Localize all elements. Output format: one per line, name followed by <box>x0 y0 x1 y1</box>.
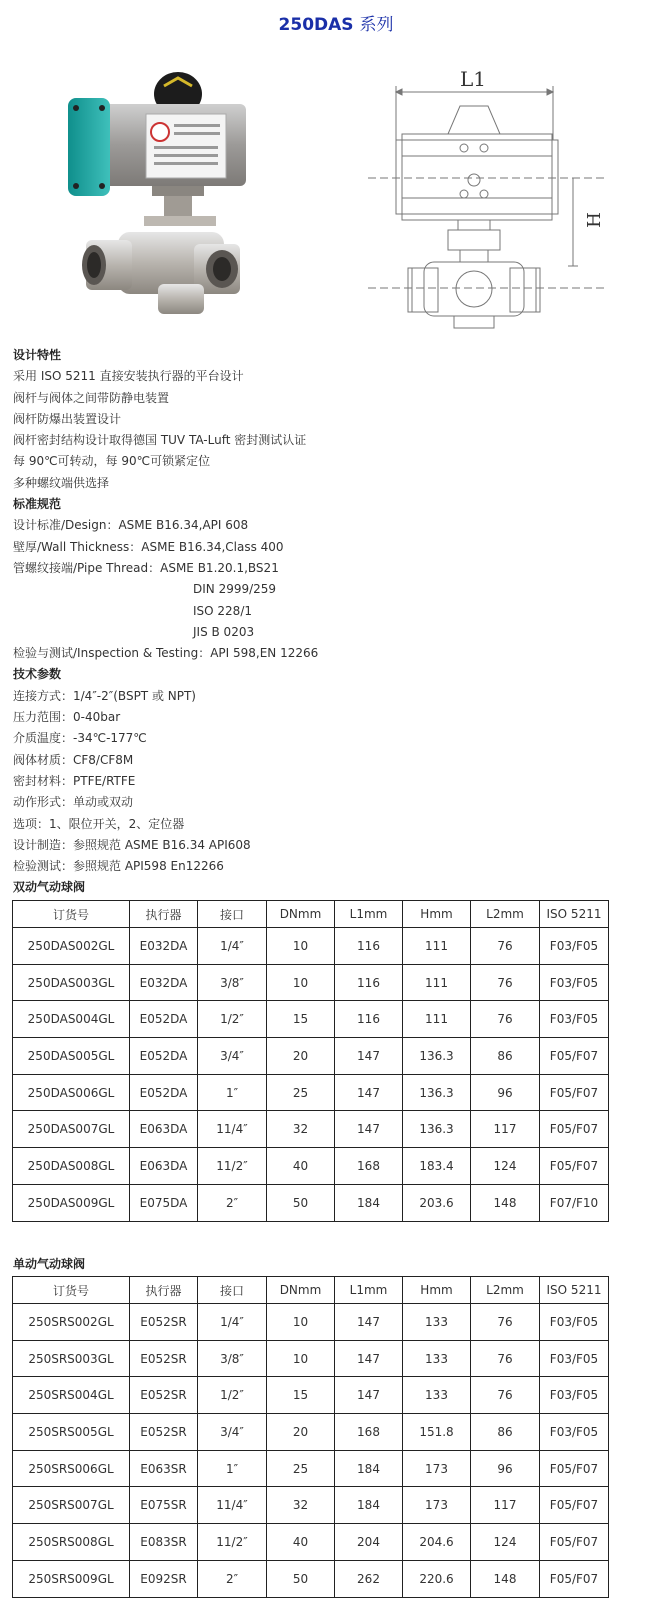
table-cell: 147 <box>335 1038 403 1075</box>
table-cell: 148 <box>471 1560 540 1597</box>
table-row <box>13 1184 609 1221</box>
table-cell: E075SR <box>130 1487 198 1524</box>
spec-line: 压力范围：0-40bar <box>13 710 121 725</box>
table-cell: 25 <box>267 1074 335 1111</box>
table-cell: E063SR <box>130 1450 198 1487</box>
table-cell: 20 <box>267 1414 335 1451</box>
table-row <box>13 1450 609 1487</box>
table-cell: 250DAS003GL <box>13 964 130 1001</box>
table-label-double-acting: 双动气动球阀 <box>13 880 86 894</box>
spec-line: 壁厚/Wall Thickness：ASME B16.34,Class 400 <box>13 539 284 554</box>
table-cell: 111 <box>403 928 471 965</box>
table-cell: 147 <box>335 1074 403 1111</box>
table-cell: 147 <box>335 1304 403 1341</box>
table-cell: 250DAS007GL <box>13 1111 130 1148</box>
spec-line: ISO 228/1 <box>193 603 252 618</box>
column-header: L1mm <box>335 1277 403 1304</box>
table-cell: F05/F07 <box>540 1074 609 1111</box>
table-cell: 250DAS004GL <box>13 1001 130 1038</box>
table-cell: 76 <box>471 1001 540 1038</box>
table-cell: 11/2″ <box>198 1524 267 1561</box>
spec-line: 介质温度：-34℃-177℃ <box>13 731 147 746</box>
spec-line: 检验与测试/Inspection & Testing：API 598,EN 12266 <box>13 646 319 661</box>
table-row <box>13 1414 609 1451</box>
table-cell: E032DA <box>130 928 198 965</box>
table-cell: 40 <box>267 1148 335 1185</box>
table-cell: 76 <box>471 1340 540 1377</box>
column-header: DNmm <box>267 1277 335 1304</box>
table-cell: 151.8 <box>403 1414 471 1451</box>
table-cell: 136.3 <box>403 1038 471 1075</box>
table-cell: 250SRS004GL <box>13 1377 130 1414</box>
table-cell: 10 <box>267 928 335 965</box>
table-cell: F05/F07 <box>540 1111 609 1148</box>
spec-line: 动作形式：单动或双动 <box>13 795 134 810</box>
table-cell: 20 <box>267 1038 335 1075</box>
title-model: 250DAS <box>278 15 354 35</box>
spec-line: JIS B 0203 <box>193 624 255 639</box>
table-cell: 117 <box>471 1487 540 1524</box>
table-cell: 250DAS006GL <box>13 1074 130 1111</box>
column-header: ISO 5211 <box>540 1277 609 1304</box>
table-cell: 15 <box>267 1377 335 1414</box>
spec-line: 管螺纹接端/Pipe Thread：ASME B1.20.1,BS21 <box>13 560 279 575</box>
table-cell: 250DAS002GL <box>13 928 130 965</box>
table-cell: 250SRS008GL <box>13 1524 130 1561</box>
table-row <box>13 1038 609 1075</box>
table-cell: 250SRS009GL <box>13 1560 130 1597</box>
table-cell: F05/F07 <box>540 1148 609 1185</box>
table-row <box>13 1304 609 1341</box>
table-cell: 168 <box>335 1414 403 1451</box>
table-cell: 250DAS005GL <box>13 1038 130 1075</box>
column-header: 执行器 <box>130 901 198 928</box>
table-cell: 136.3 <box>403 1074 471 1111</box>
table-cell: 133 <box>403 1304 471 1341</box>
spec-line: 密封材料：PTFE/RTFE <box>13 773 136 788</box>
table-cell: 117 <box>471 1111 540 1148</box>
table-cell: 25 <box>267 1450 335 1487</box>
column-header: L1mm <box>335 901 403 928</box>
table-cell: E052DA <box>130 1074 198 1111</box>
dimension-drawing <box>368 70 618 335</box>
table-cell: 1″ <box>198 1450 267 1487</box>
table-cell: 76 <box>471 1304 540 1341</box>
column-header: Hmm <box>403 1277 471 1304</box>
table-cell: 203.6 <box>403 1184 471 1221</box>
table-cell: E052SR <box>130 1304 198 1341</box>
column-header: L2mm <box>471 901 540 928</box>
table-cell: 3/8″ <box>198 1340 267 1377</box>
table-cell: 2″ <box>198 1560 267 1597</box>
table-row <box>13 1377 609 1414</box>
table-cell: E052SR <box>130 1377 198 1414</box>
table-cell: 124 <box>471 1524 540 1561</box>
dim-h-label: H <box>584 212 605 228</box>
table-cell: 136.3 <box>403 1111 471 1148</box>
spec-list <box>13 345 653 877</box>
table-cell: 220.6 <box>403 1560 471 1597</box>
table-cell: 111 <box>403 964 471 1001</box>
table-row <box>13 1524 609 1561</box>
table-row <box>13 1001 609 1038</box>
spec-line: 阀杆密封结构设计取得德国 TUV TA-Luft 密封测试认证 <box>13 433 307 448</box>
table-cell: 3/4″ <box>198 1414 267 1451</box>
table-row <box>13 964 609 1001</box>
table-cell: E092SR <box>130 1560 198 1597</box>
table-cell: 250SRS006GL <box>13 1450 130 1487</box>
table-cell: 250DAS009GL <box>13 1184 130 1221</box>
table-cell: F05/F07 <box>540 1450 609 1487</box>
column-header: 接口 <box>198 901 267 928</box>
table-cell: 204.6 <box>403 1524 471 1561</box>
table-cell: 86 <box>471 1414 540 1451</box>
table-cell: 76 <box>471 964 540 1001</box>
table-cell: F03/F05 <box>540 1377 609 1414</box>
column-header: 接口 <box>198 1277 267 1304</box>
table-cell: 11/4″ <box>198 1487 267 1524</box>
spec-line: 连接方式：1/4″-2″(BSPT 或 NPT) <box>13 688 196 703</box>
table-cell: F03/F05 <box>540 1414 609 1451</box>
table-cell: 116 <box>335 964 403 1001</box>
table-cell: F05/F07 <box>540 1038 609 1075</box>
table-cell: 50 <box>267 1560 335 1597</box>
table-cell: 250DAS008GL <box>13 1148 130 1185</box>
table-row <box>13 1560 609 1597</box>
table-cell: 262 <box>335 1560 403 1597</box>
table-cell: 3/8″ <box>198 964 267 1001</box>
table-label-single-acting: 单动气动球阀 <box>13 1257 86 1271</box>
table-cell: 250SRS005GL <box>13 1414 130 1451</box>
table-cell: F03/F05 <box>540 928 609 965</box>
spec-line: DIN 2999/259 <box>193 582 277 597</box>
table-cell: 1″ <box>198 1074 267 1111</box>
table-cell: 116 <box>335 1001 403 1038</box>
table-cell: 147 <box>335 1377 403 1414</box>
table-cell: 148 <box>471 1184 540 1221</box>
double-acting-table <box>12 900 609 1222</box>
spec-line: 阀体材质：CF8/CF8M <box>13 752 134 767</box>
table-header-row <box>13 1277 609 1304</box>
title-series: 系列 <box>359 15 394 35</box>
table-cell: E063DA <box>130 1111 198 1148</box>
table-cell: 250SRS003GL <box>13 1340 130 1377</box>
table-cell: 96 <box>471 1450 540 1487</box>
table-cell: 11/4″ <box>198 1111 267 1148</box>
column-header: ISO 5211 <box>540 901 609 928</box>
page-title <box>0 10 672 35</box>
spec-section-heading: 技术参数 <box>13 667 62 682</box>
table-cell: E052DA <box>130 1001 198 1038</box>
table-cell: 3/4″ <box>198 1038 267 1075</box>
table-cell: 124 <box>471 1148 540 1185</box>
table-row <box>13 1148 609 1185</box>
table-cell: F03/F05 <box>540 964 609 1001</box>
table-cell: 50 <box>267 1184 335 1221</box>
spec-line: 阀杆防爆出装置设计 <box>13 411 122 426</box>
table-cell: 250SRS002GL <box>13 1304 130 1341</box>
table-cell: F03/F05 <box>540 1304 609 1341</box>
table-cell: 10 <box>267 1304 335 1341</box>
table-cell: E032DA <box>130 964 198 1001</box>
table-cell: E052DA <box>130 1038 198 1075</box>
column-header: 执行器 <box>130 1277 198 1304</box>
spec-line: 阀杆与阀体之间带防静电装置 <box>13 390 170 405</box>
table-row <box>13 1487 609 1524</box>
table-cell: E075DA <box>130 1184 198 1221</box>
table-cell: 183.4 <box>403 1148 471 1185</box>
table-header-row <box>13 901 609 928</box>
spec-line: 采用 ISO 5211 直接安装执行器的平台设计 <box>13 369 244 384</box>
table-cell: E052SR <box>130 1340 198 1377</box>
column-header: DNmm <box>267 901 335 928</box>
column-header: 订货号 <box>13 901 130 928</box>
spec-section-heading: 标准规范 <box>13 497 62 512</box>
spec-line: 设计制造：参照规范 ASME B16.34 API608 <box>13 837 251 852</box>
column-header: Hmm <box>403 901 471 928</box>
table-cell: 76 <box>471 1377 540 1414</box>
table-cell: 1/2″ <box>198 1001 267 1038</box>
table-cell: 204 <box>335 1524 403 1561</box>
table-cell: 184 <box>335 1487 403 1524</box>
table-cell: 40 <box>267 1524 335 1561</box>
table-cell: 133 <box>403 1377 471 1414</box>
table-cell: 147 <box>335 1111 403 1148</box>
table-cell: 10 <box>267 964 335 1001</box>
table-row <box>13 1340 609 1377</box>
spec-line: 选项：1、限位开关，2、定位器 <box>13 816 185 831</box>
table-cell: 184 <box>335 1184 403 1221</box>
table-cell: 96 <box>471 1074 540 1111</box>
spec-section-heading: 设计特性 <box>13 348 62 362</box>
table-cell: 32 <box>267 1487 335 1524</box>
table-cell: E083SR <box>130 1524 198 1561</box>
table-cell: 147 <box>335 1340 403 1377</box>
table-cell: 168 <box>335 1148 403 1185</box>
table-cell: 184 <box>335 1450 403 1487</box>
table-cell: F05/F07 <box>540 1560 609 1597</box>
table-cell: 173 <box>403 1450 471 1487</box>
table-cell: 250SRS007GL <box>13 1487 130 1524</box>
table-cell: 1/4″ <box>198 928 267 965</box>
table-cell: 173 <box>403 1487 471 1524</box>
column-header: L2mm <box>471 1277 540 1304</box>
spec-line: 设计标准/Design：ASME B16.34,API 608 <box>13 518 249 533</box>
table-cell: 32 <box>267 1111 335 1148</box>
table-cell: F05/F07 <box>540 1487 609 1524</box>
table-cell: 11/2″ <box>198 1148 267 1185</box>
table-cell: 111 <box>403 1001 471 1038</box>
table-cell: 1/2″ <box>198 1377 267 1414</box>
table-cell: 76 <box>471 928 540 965</box>
column-header: 订货号 <box>13 1277 130 1304</box>
table-cell: 10 <box>267 1340 335 1377</box>
table-cell: 2″ <box>198 1184 267 1221</box>
table-cell: F07/F10 <box>540 1184 609 1221</box>
table-cell: 15 <box>267 1001 335 1038</box>
table-cell: 1/4″ <box>198 1304 267 1341</box>
table-row <box>13 1111 609 1148</box>
table-cell: 133 <box>403 1340 471 1377</box>
product-photo <box>60 62 260 322</box>
table-row <box>13 1074 609 1111</box>
spec-line: 多种螺纹端供选择 <box>13 475 110 490</box>
table-cell: F03/F05 <box>540 1001 609 1038</box>
table-cell: 86 <box>471 1038 540 1075</box>
table-cell: F05/F07 <box>540 1524 609 1561</box>
single-acting-table <box>12 1276 609 1598</box>
dim-l1-label: L1 <box>459 70 487 91</box>
table-cell: E052SR <box>130 1414 198 1451</box>
table-cell: F03/F05 <box>540 1340 609 1377</box>
table-row <box>13 928 609 965</box>
table-cell: 116 <box>335 928 403 965</box>
spec-line: 检验测试：参照规范 API598 En12266 <box>13 859 224 874</box>
spec-line: 每 90℃可转动，每 90℃可锁紧定位 <box>13 454 211 469</box>
table-cell: E063DA <box>130 1148 198 1185</box>
